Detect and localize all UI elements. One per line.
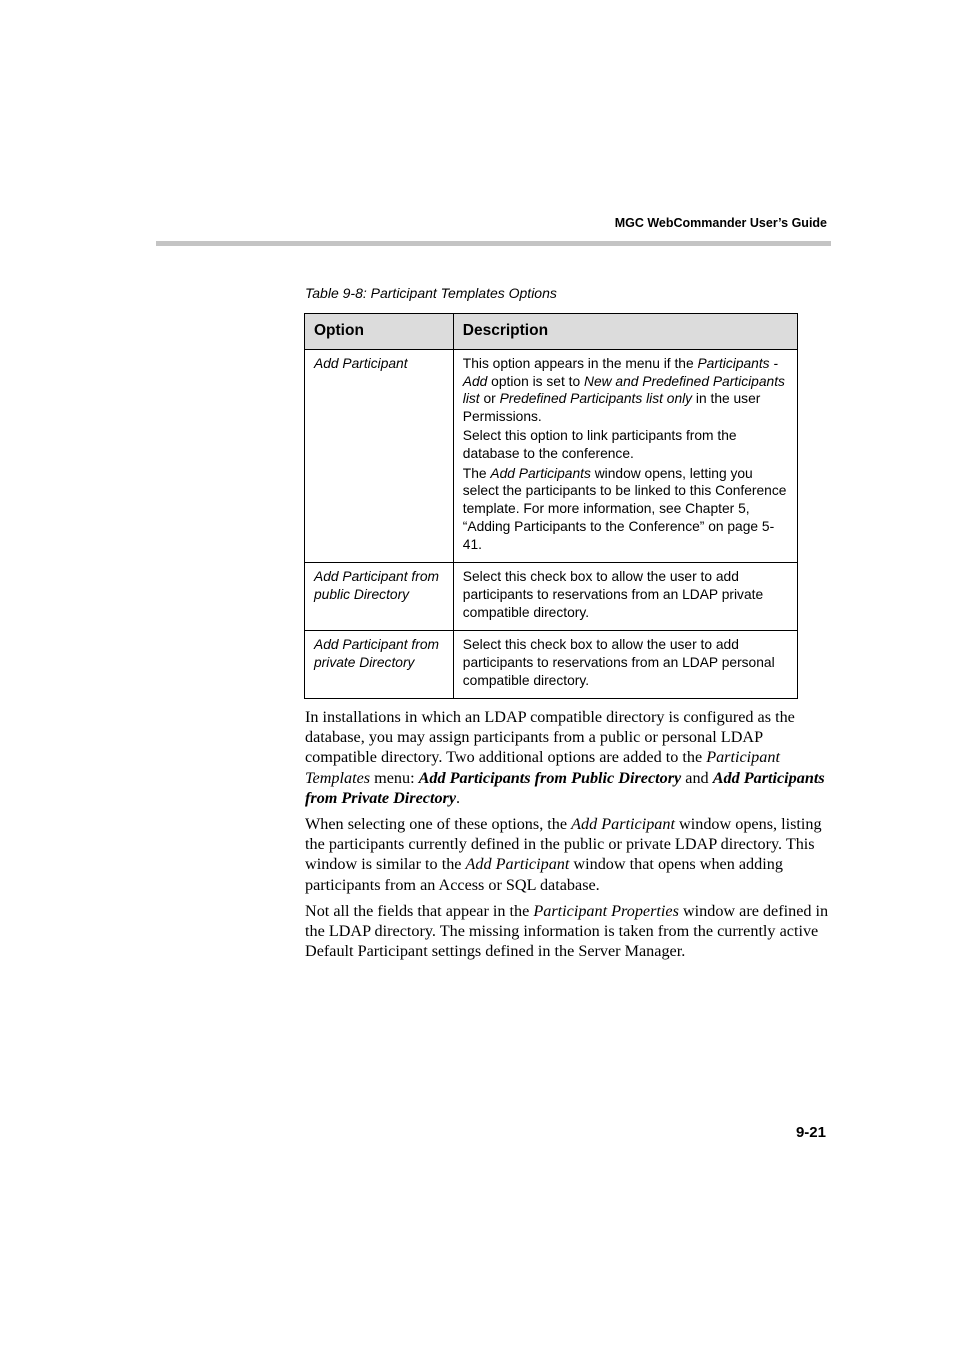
text-run: and: [681, 768, 713, 787]
table-header-row: [305, 314, 798, 350]
paragraph: [463, 465, 788, 554]
text-run: New and Predefined Participants list: [462, 373, 785, 407]
text-run: This option appears in the menu if the: [462, 355, 698, 371]
text-run: Add Participants: [490, 465, 591, 481]
description-cell: [453, 349, 797, 562]
text-run: menu:: [370, 768, 419, 787]
text-run: Add Participant: [571, 815, 675, 834]
description-cell: [453, 563, 797, 631]
text-run: Not all the fields that appear in the: [305, 901, 534, 920]
table-row: [305, 630, 798, 698]
paragraph: [463, 636, 788, 689]
table-caption: Table 9-8: Participant Templates Options: [305, 285, 557, 301]
text-run: or: [479, 391, 500, 407]
text-run: Select this check box to allow the user to add participants to reservations from an LDAP personal compatible directory.: [462, 636, 775, 688]
text-run: Add Participant: [465, 855, 570, 874]
column-header-description: Description: [453, 314, 797, 350]
paragraph: [305, 814, 830, 895]
text-run: The: [462, 465, 491, 481]
paragraph: [305, 901, 830, 962]
running-header: MGC WebCommander User’s Guide: [614, 216, 827, 230]
text-run: window opens, letting you select the participants to be linked to this Conference template. For more information, see Chapter 5, “Adding Participants to the Conference” on page 5-41.: [462, 465, 787, 552]
text-run: Predefined Participants list only: [499, 391, 693, 407]
text-run: In installations in which an LDAP compatible directory is configured as the database, you may assign participants from a public or personal LDAP compatible directory. Two additional options are added to the: [305, 708, 795, 767]
text-run: window opens, listing the participants currently defined in the public or private LDAP directory. This window is similar to the: [305, 815, 822, 874]
table-row: [305, 563, 798, 631]
text-run: .: [456, 788, 461, 807]
participant-templates-options-table: [304, 313, 798, 699]
paragraph: [463, 427, 788, 463]
text-run: When selecting one of these options, the: [305, 815, 572, 834]
table-row: [305, 349, 798, 562]
text-run: Add Participants from Public Directory: [418, 768, 682, 787]
option-cell: Add Participant from public Directory: [305, 563, 454, 631]
text-run: Participant Properties: [533, 901, 679, 920]
option-cell: Add Participant: [305, 349, 454, 562]
header-rule: [156, 241, 831, 246]
paragraph: [305, 707, 830, 808]
paragraph: [463, 568, 788, 621]
text-run: Add Participants from Private Directory: [305, 768, 825, 807]
text-run: window are defined in the LDAP directory. The missing information is taken from the currently active Default Participant settings defined in the Server Manager.: [305, 901, 829, 961]
text-run: in the user Permissions.: [462, 391, 761, 425]
body-text: [305, 707, 830, 967]
description-cell: [453, 630, 797, 698]
column-header-option: Option: [305, 314, 454, 350]
text-run: Select this option to link participants from the database to the conference.: [462, 428, 737, 462]
page-number: 9-21: [795, 1124, 826, 1141]
text-run: Participants - Add: [462, 355, 778, 389]
text-run: window that opens when adding participants from an Access or SQL database.: [305, 855, 783, 894]
text-run: Participant Templates: [305, 748, 780, 787]
option-cell: Add Participant from private Directory: [305, 630, 454, 698]
text-run: option is set to: [487, 373, 584, 389]
paragraph: [463, 355, 788, 426]
text-run: Select this check box to allow the user to add participants to reservations from an LDAP private compatible directory.: [462, 569, 764, 620]
